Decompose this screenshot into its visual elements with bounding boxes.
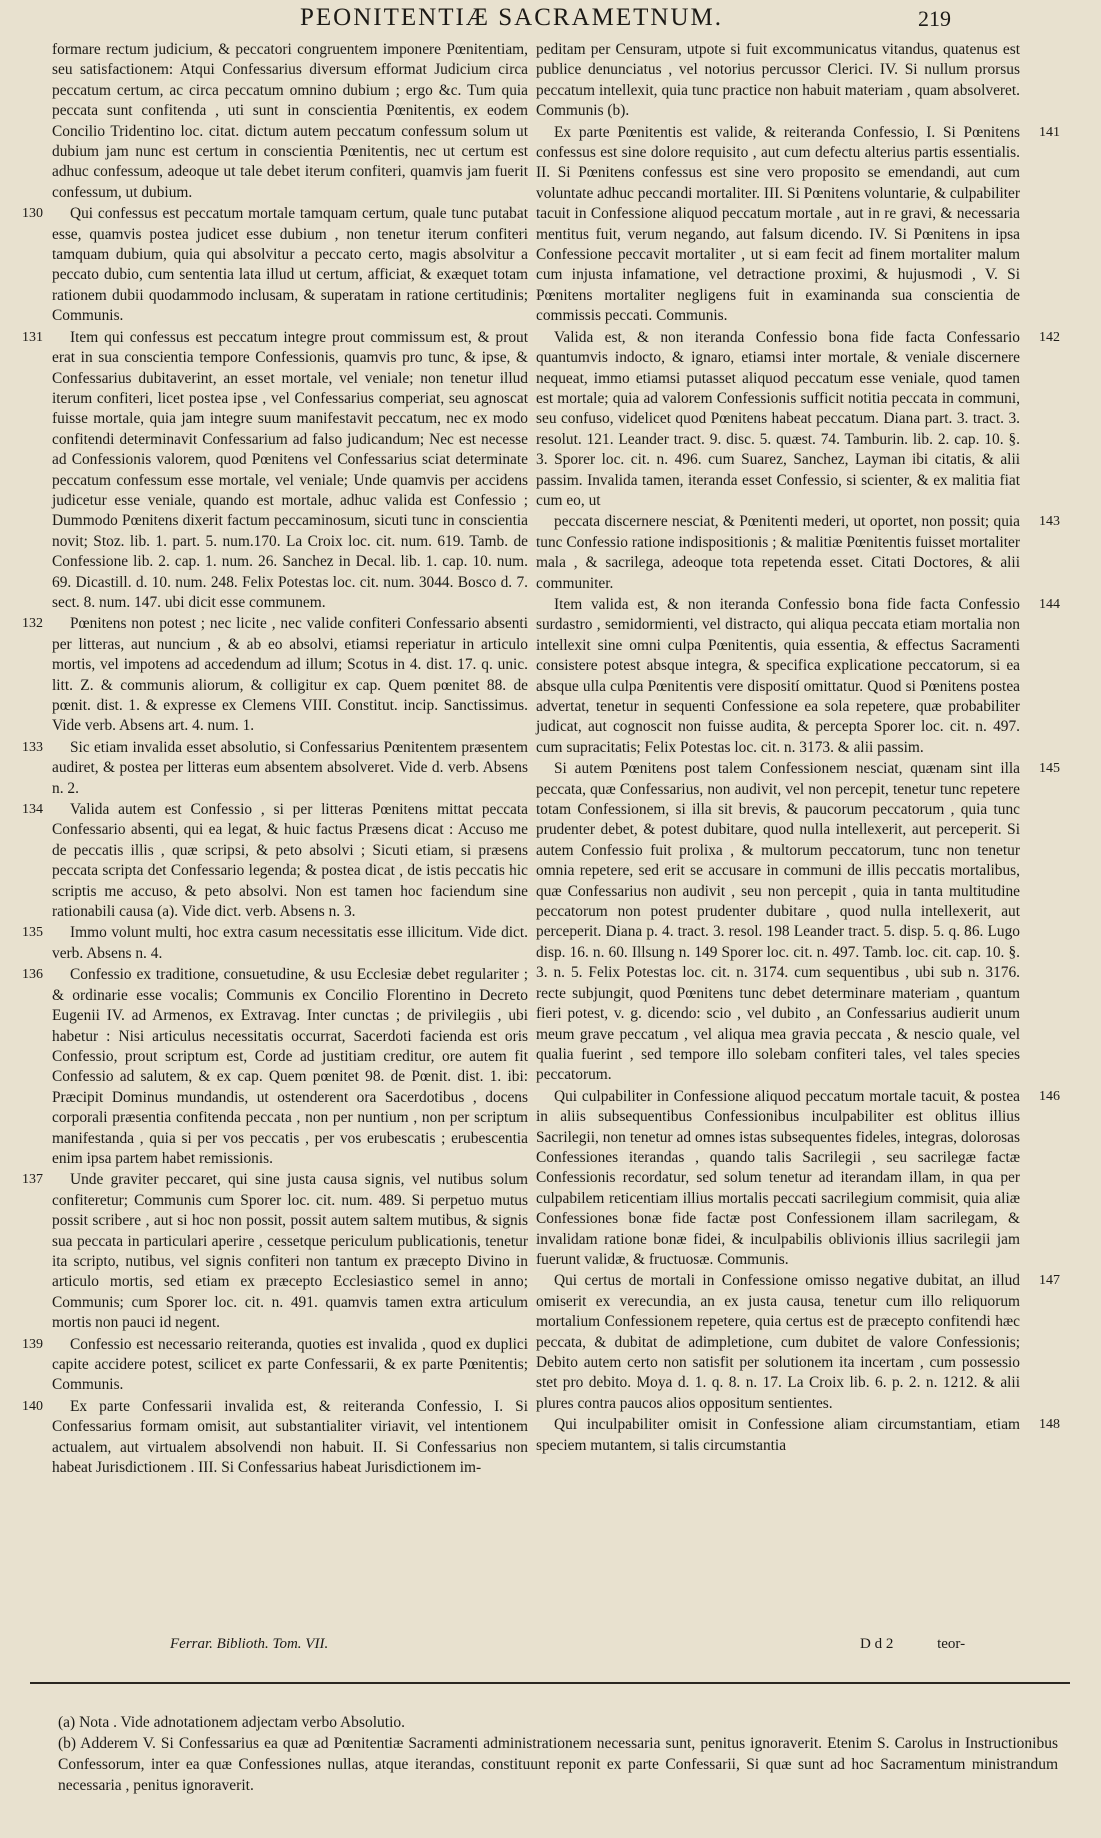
paragraph-text: Unde graviter peccaret, qui sine justa causa signis, vel nutibus solum confiteretur; Communis cum Sporer loc. cit. num. 489. Si perpetuo mutus possit scribere , aut si hoc non possit, possit autem saltem mutibus, & signis sua peccata in particulari aperire , cessetque periculum publicationis, tenetur ita scripto, nutibus, vel signis confiteri non tantum ex præcepto Divino in articulo mortis, sed etiam ex præcepto Ecclesiastico semel in anno; Communis; cum Sporer loc. cit. n. 491. quamvis tamen extra articulum mortis non pauci id negent. — [52, 1171, 528, 1332]
margin-number: 148 — [1039, 1417, 1060, 1433]
paragraph — [22, 328, 528, 614]
paragraph-text: Valida est, & non iteranda Confessio bona fide facta Confessario quantumvis indocto, & ignaro, etiamsi inter mortale, & veniale discernere nequeat, immo etiamsi putasset aliquod peccatum esse veniale, quod tamen est mortale; quia ad valorem Confessionis sufficit notitia peccata in communi, seu confuso, videlicet quod Pœnitens habeat peccatum. Diana part. 3. tract. 3. resolut. 121. Leander tract. 9. disc. 5. quæst. 74. Tamburin. lib. 2. cap. 10. §. 3. Sporer loc. cit. n. 496. cum Suarez, Sanchez, Layman ibi citatis, & alii passim. Invalida tamen, iteranda esset Confessio, si scienter, & ex malitia fiat cum eo, ut — [536, 328, 1020, 509]
margin-number: 145 — [1039, 761, 1060, 777]
margin-number: 135 — [22, 925, 43, 941]
paragraph — [22, 965, 528, 1169]
paragraph-text: Item valida est, & non iteranda Confessio bona fide facta Confessio surdastro , semidormienti, vel distracto, qui aliqua peccata etiam mortalia non intellexit sine omni culpa Pœnitentis, quia essentia, & effectus Sacramenti consistere potest absque integra, & specifica explicatione peccatorum, si ea absque ulla culpa Pœnitentis vere disposití omittatur. Quod si Pœnitens postea advertat, tenetur in sequenti Confessione ea sola repetere, quæ probabiliter judicat, aut cognoscit non fuisse audita, & percepta Sporer loc. cit. n. 497. cum supracitatis; Felix Potestas loc. cit. n. 3173. & alii passim. — [536, 595, 1020, 756]
paragraph-text: Valida autem est Confessio , si per litteras Pœnitens mittat peccata Confessario absenti, qui ea legat, & huic factus Præsens dicat : Accuso me de peccatis illis , quæ scripsi, & peto absolvi ; Sicuti etiam, si præsens peccata scripta det Confessario legenda; & postea dicat , de istis peccatis hic scriptis me accuso, & peto absolvi. Non est tamen hoc faciendum sine rationabili causa (a). Vide dict. verb. Absens n. 3. — [52, 801, 528, 921]
margin-number: 146 — [1039, 1088, 1060, 1104]
paragraph-text: Si autem Pœnitens post talem Confessionem nesciat, quænam sint illa peccata, quæ Confessarius, non audivit, vel non percepit, tenetur tunc repetere totam Confessionem, si illa sit brevis, & paucorum peccatorum , quia tunc prudenter debet, & potest dubitare, quod nulla intellexerit, aut perceperit. Si autem Confessio fuit prolixa , & multorum peccatorum, tunc non tenetur omnia repetere, sed erit se accusare in communi de illis peccatis mortalibus, quæ Confessarius non audivit , seu non percepit , quia in tanta multitudine peccatorum non potest prudenter dubitare , quod nulla intellexerit, aut perceperit. Diana p. 4. tract. 3. resol. 198 Leander tract. 5. disp. 5. q. 86. Lugo disp. 16. n. 60. Illsung n. 149 Sporer loc. cit. n. 497. Tamb. loc. cit. cap. 10. §. 3. n. 5. Felix Potestas loc. cit. n. 3174. cum sequentibus , ubi sub n. 3176. recte subjungit, quod Pœnitens tunc debet determinare materiam , quantum fieri potest, v. g. dicendo: scio , vel dubito , an Confessarius audierit unum meum grave peccatum , vel aliqua mea gravia peccata , & nescio quale, vel qualia fuerint , sed tempore illo solebam confiteri tales, vel tales species peccatorum. — [536, 760, 1020, 1084]
paragraph — [536, 759, 1060, 1086]
page-header — [0, 0, 1101, 44]
paragraph — [22, 738, 528, 799]
margin-number: 136 — [22, 967, 43, 983]
paragraph — [536, 1415, 1060, 1456]
catchword: teor- — [937, 1636, 966, 1652]
margin-number: 134 — [22, 802, 43, 818]
paragraph-text: Qui inculpabiliter omisit in Confessione aliam circumstantiam, etiam speciem mutantem, si talis circumstantia — [536, 1416, 1020, 1454]
paragraph — [536, 1087, 1060, 1271]
paragraph — [536, 328, 1060, 512]
paragraph — [536, 123, 1060, 327]
paragraph-text: Item qui confessus est peccatum integre prout commissum est, & prout erat in sua conscientia tempore Confessionis, quamvis pro tunc, & ipse, & Confessarius dubitaverint, an esset mortale, vel veniale; non tenetur illud iterum confiteri, licet postea ipse , vel Confessarius comperiat, seu agnoscat fuisse mortale, quia jam integre suum manifestavit peccatum, nec ex modo confitendi determinavit Confessarium ad falso judicandum; Nec est necesse ad Confessionis valorem, quod Pœnitens vel Confessarius sciat determinate peccatum confessum esse mortale, vel veniale; Unde quamvis per accidens judicetur esse veniale, quando est mortale, adhuc valida est Confessio ; Dummodo Pœnitens dixerit factum peccaminosum, sicuti tunc in conscientia novit; Stoz. lib. 1. part. 5. num.170. La Croix loc. cit. num. 619. Tamb. de Confessione lib. 2. cap. 1. num. 26. Sanchez in Decal. lib. 1. cap. 10. num. 69. Dicastill. d. 10. num. 248. Felix Potestas loc. cit. num. 3044. Bosco d. 7. sect. 8. num. 147. ubi dicit esse communem. — [52, 328, 528, 611]
volume-signature: Ferrar. Biblioth. Tom. VII. — [170, 1636, 329, 1652]
paragraph — [22, 1170, 528, 1333]
paragraph — [22, 800, 528, 922]
footnote-rule — [30, 1682, 1070, 1684]
paragraph-text: Confessio ex traditione, consuetudine, & usu Ecclesiæ debet regulariter ; & ordinarie esse vocalis; Communis ex Concilio Florentino in Decreto Eugenii IV. ad Armenos, ex Extravag. Inter cunctas ; de privilegiis , ubi habetur : Nisi articulus necessitatis occurrat, Sacerdoti facienda est oris Confessio, prout scriptum est, Corde ad justitiam creditur, ore autem fit Confessio ad salutem, & ex cap. Quem pœnitet 98. de Pœnit. dist. 1. ibi: Præcipit Dominus mundandis, ut ostenderent ora Sacerdotibus , docens corporali præsentia confitenda peccata , non per nuntium , non per scriptum manifestanda , quia si per vos peccatis , per vos erubescatis ; erubescentia enim ipsa partem habet remissionis. — [52, 966, 528, 1167]
paragraph — [22, 1335, 528, 1396]
margin-number: 147 — [1039, 1273, 1060, 1289]
paragraph-text: peccata discernere nesciat, & Pœnitenti mederi, ut oportet, non possit; quia tunc Confessio ratione indispositionis ; & malitiæ Pœnitentis fuisset mortaliter mala , & sacrilega, adeoque tota repetenda esset. Citati Doctores, & alii communiter. — [536, 513, 1020, 592]
margin-number: 131 — [22, 329, 43, 345]
signature-mark — [860, 1636, 965, 1653]
paragraph-text: Ex parte Confessarii invalida est, & reiteranda Confessio, I. Si Confessarius formam omisit, aut substantialiter viriavit, vel intentionem actualem, aut virtualem absolvendi non habuit. II. Si Confessarius non habeat Jurisdictionem . III. Si Confessarius habeat Jurisdictionem im- — [52, 1397, 528, 1477]
paragraph-text: peditam per Censuram, utpote si fuit excommunicatus vitandus, quatenus est publice denunciatus , vel notorius percussor Clerici. IV. Si nullum prorsus peccatum intellexit, quia tunc practice non habuit materiam , quam absolveret. Communis (b). — [536, 41, 1020, 120]
paragraph — [22, 923, 528, 964]
margin-number: 142 — [1039, 329, 1060, 345]
footnotes — [58, 1712, 1058, 1796]
running-title: PEONITENTIÆ SACRAMETNUM. — [300, 4, 723, 31]
paragraph — [22, 204, 528, 326]
paragraph-text: Ex parte Pœnitentis est valide, & reiteranda Confessio, I. Si Pœnitens confessus est sine dolore requisito , aut cum defectu alterius partis essentialis. II. Si Pœnitens confessus est sine vero proposito se emendandi, aut cum voluntate adhuc peccandi mortaliter. III. Si Pœnitens voluntarie, & culpabiliter tacuit in Confessione aliquod peccatum mortale , aut in re gravi, & necessaria mentitus fuit, verum negando, aut falsum dicendo. IV. Si Pœnitens in ipsa Confessione peccavit mortaliter , ut si eam fecit ad finem mortaliter malum cum injusta infamatione, vel detractione proximi, & hujusmodi , V. Si Pœnitens mortaliter negligens fuit in examinanda sua conscientia de commissis peccati. Communis. — [536, 123, 1020, 325]
paragraph — [22, 1397, 528, 1479]
right-column — [536, 40, 1060, 1456]
page-number: 219 — [918, 6, 951, 31]
paragraph-text: Pœnitens non potest ; nec licite , nec valide confiteri Confessario absenti per litteras, aut nuncium , & ab eo absolvi, etiamsi reperiatur in articulo mortis, vel impotens ad accedendum ad illum; Scotus in 4. dist. 17. q. unic. litt. Z. & communis aliorum, & colligitur ex cap. Quem pœnitet 88. de pœnit. dist. 1. & expresse ex Clemens VIII. Constitut. incip. Sanctissimus. Vide verb. Absens art. 4. num. 1. — [52, 615, 528, 735]
margin-number: 133 — [22, 739, 43, 755]
paragraph — [52, 40, 528, 203]
paragraph — [536, 512, 1060, 594]
margin-number: 143 — [1039, 514, 1060, 530]
paragraph-text: Immo volunt multi, hoc extra casum necessitatis esse illicitum. Vide dict. verb. Absens n. 4. — [52, 924, 528, 962]
paragraph — [536, 595, 1060, 758]
margin-number: 130 — [22, 206, 43, 222]
paragraph-text: Confessio est necessario reiteranda, quoties est invalida , quod ex duplici capite accidere potest, scilicet ex parte Confessarii, & ex parte Pœnitentis; Communis. — [52, 1335, 528, 1394]
margin-number: 140 — [22, 1398, 43, 1414]
paragraph-text: Sic etiam invalida esset absolutio, si Confessarius Pœnitentem præsentem audiret, & postea per litteras eum absentem absolveret. Vide d. verb. Absens n. 2. — [52, 738, 528, 797]
footnote-a: (a) Nota . Vide adnotationem adjectam verbo Absolutio. — [58, 1714, 406, 1731]
margin-number: 139 — [22, 1336, 43, 1352]
margin-number: 132 — [22, 616, 43, 632]
margin-number: 137 — [22, 1172, 43, 1188]
paragraph — [536, 1271, 1060, 1414]
left-column — [22, 40, 528, 1478]
paragraph-text: formare rectum judicium, & peccatori congruentem imponere Pœnitentiam, seu satisfactionem: Atqui Confessarius diversum efformat Judicium circa peccatum certum, ac circa peccatum omnino dubium ; ergo &c. Tum quia peccata sunt confitenda , uti sunt in conscientia Pœnitentis, ex eodem Concilio Tridentino loc. citat. dictum autem peccatum confessum solum ut dubium jam nunc est certum in conscientia Pœnitentis, nec ut certum est adhuc confessum, adeoque ut tale debet iterum confiteri, quamvis jam fuerit confessum, ut dubium. — [52, 41, 528, 201]
gathering-mark: D d 2 — [860, 1636, 894, 1652]
paragraph-text: Qui confessus est peccatum mortale tamquam certum, quale tunc putabat esse, quamvis postea judicet esse dubium , non tenetur iterum confiteri tamquam dubium, quia qui absolvitur a peccato certo, magis absolvitur a peccato dubio, cum sententia lata illud ut certum, afficiat, & exæquet totam rationem dubii quodammodo inclusam, & superatam in ratione certitudinis; Communis. — [52, 205, 528, 325]
margin-number: 141 — [1039, 124, 1060, 140]
paragraph — [22, 614, 528, 736]
margin-number: 144 — [1039, 596, 1060, 612]
paragraph-text: Qui culpabiliter in Confessione aliquod peccatum mortale tacuit, & postea in aliis subsequentibus Confessionibus inculpabiliter est oblitus illius Sacrilegii, non tenetur ad omnes istas subsequentes fideles, integras, dolorosas Confessiones iterandas , quando talis Sacrilegii , seu sacrilegæ factæ Confessionis recordatur, sed solum tenetur ad iterandam illam, in qua per culpabilem reticentiam illius mortalis peccati sacrilegium commisit, quia aliæ Confessiones bonæ fide factæ post Confessionem illam sacrilegam, & invalidam ratione bonæ fidei, & inculpabilis oblivionis illius sacrilegii jam fuerunt validæ, & fructuosæ. Communis. — [536, 1087, 1020, 1268]
paragraph — [536, 40, 1020, 122]
footnote-b: (b) Adderem V. Si Confessarius ea quæ ad Pœnitentiæ Sacramenti administrationem necessaria sunt, penitus ignoraverit. Etenim S. Carolus in Instructionibus Confessorum, inter ea quæ Confessiones nullas, atque iterandas, constituunt reponit ex parte Confessarii, Si quæ sunt ad hoc Sacramentum ministrandum necessaria , penitus ignoraverit. — [58, 1735, 1058, 1794]
paragraph-text: Qui certus de mortali in Confessione omisso negative dubitat, an illud omiserit ex verecundia, an ex justa causa, tenetur cum illo reliquorum mortalium Confessionem repetere, quia certus est de præcepto confitendi hæc peccata, & dubitat de adimpletione, cum dubitet de valore Confessionis; Debito autem certo non satisfit per solutionem ita incertam , cum possessio stet pro debito. Moya d. 1. q. 8. n. 17. La Croix lib. 6. p. 2. n. 1212. & alii plures contra paucos alios oppositum sentientes. — [536, 1272, 1020, 1412]
